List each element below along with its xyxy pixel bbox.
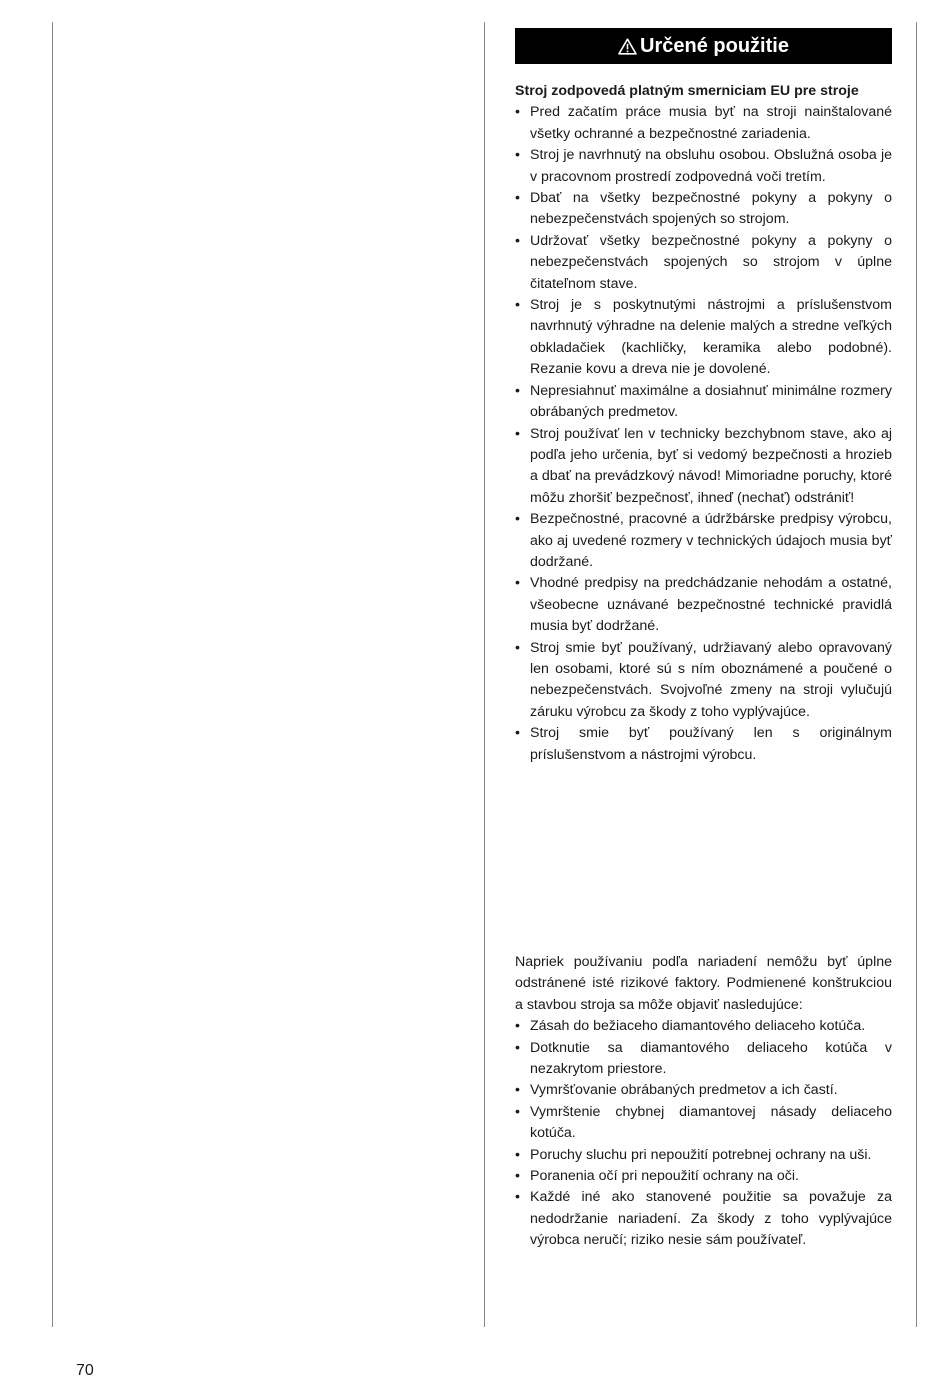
residual-risk-section	[515, 952, 892, 1252]
residual-risk-intro: Napriek používaniu podľa nariadení nemôžu byť úplne odstránené isté rizikové faktory. Podmienené konštrukciou a stavbou stroja sa môže objaviť nasledujúce:	[515, 954, 892, 1013]
intended-use-list	[515, 102, 892, 766]
list-item: • Stroj je navrhnutý na obsluhu osobou. Obslužná osoba je v pracovnom prostredí zodpovedná voči tretím.	[515, 145, 892, 188]
section-heading-text: Určené použitie	[640, 34, 789, 57]
list-item: • Zásah do bežiaceho diamantového deliaceho kotúča.	[515, 1016, 892, 1037]
list-item: • Stroj je s poskytnutými nástrojmi a príslušenstvom navrhnutý výhradne na delenie malých a stredne veľkých obkladačiek (kachličky, keramika alebo podobné). Rezanie kovu a dreva nie je dovolené.	[515, 295, 892, 381]
warning-triangle-icon	[618, 38, 637, 55]
list-item: • Poranenia očí pri nepoužití ochrany na oči.	[515, 1166, 892, 1187]
center-divider-line	[484, 22, 485, 1327]
list-item: • Stroj smie byť používaný, udržiavaný alebo opravovaný len osobami, ktoré sú s ním oboznámené a poučené o nebezpečenstvách. Svojvoľné zmeny na stroji vylučujú záruku výrobcu za škody z toho vyplývajúce.	[515, 638, 892, 724]
page-number: 70	[76, 1362, 94, 1379]
list-item: • Udržovať všetky bezpečnostné pokyny a pokyny o nebezpečenstvách spojených so strojom v úplne čitateľnom stave.	[515, 231, 892, 295]
list-item: • Bezpečnostné, pracovné a údržbárske predpisy výrobcu, ako aj uvedené rozmery v technických údajoch musia byť dodržané.	[515, 509, 892, 573]
list-item: • Dbať na všetky bezpečnostné pokyny a pokyny o nebezpečenstvách spojených so strojom.	[515, 188, 892, 231]
left-margin-line	[52, 22, 53, 1327]
list-item: • Vhodné predpisy na predchádzanie nehodám a ostatné, všeobecne uznávané bezpečnostné technické pravidlá musia byť dodržané.	[515, 573, 892, 637]
list-item: • Stroj smie byť používaný len s originálnym príslušenstvom a nástrojmi výrobcu.	[515, 723, 892, 766]
list-item: • Poruchy sluchu pri nepoužití potrebnej ochrany na uši.	[515, 1145, 892, 1166]
intended-use-intro: Stroj zodpovedá platným smerniciam EU pre stroje	[515, 83, 859, 99]
list-item: • Pred začatím práce musia byť na stroji nainštalované všetky ochranné a bezpečnostné zariadenia.	[515, 102, 892, 145]
section-heading	[515, 28, 892, 64]
list-item: • Vymrštenie chybnej diamantovej násady deliaceho kotúča.	[515, 1102, 892, 1145]
list-item: • Stroj používať len v technicky bezchybnom stave, ako aj podľa jeho určenia, byť si vedomý bezpečnosti a hrozieb a dbať na prevádzkový návod! Mimoriadne poruchy, ktoré môžu zhoršiť bezpečnosť, ihneď (nechať) odstrániť!	[515, 424, 892, 510]
residual-risk-list	[515, 1016, 892, 1251]
list-item: • Vymršťovanie obrábaných predmetov a ich častí.	[515, 1080, 892, 1101]
list-item: • Každé iné ako stanovené použitie sa považuje za nedodržanie nariadení. Za škody z toho vyplývajúce výrobca neručí; riziko nesie sám používateľ.	[515, 1187, 892, 1251]
right-margin-line	[916, 22, 917, 1327]
list-item: • Nepresiahnuť maximálne a dosiahnuť minimálne rozmery obrábaných predmetov.	[515, 381, 892, 424]
list-item: • Dotknutie sa diamantového deliaceho kotúča v nezakrytom priestore.	[515, 1038, 892, 1081]
intended-use-section	[515, 81, 892, 766]
